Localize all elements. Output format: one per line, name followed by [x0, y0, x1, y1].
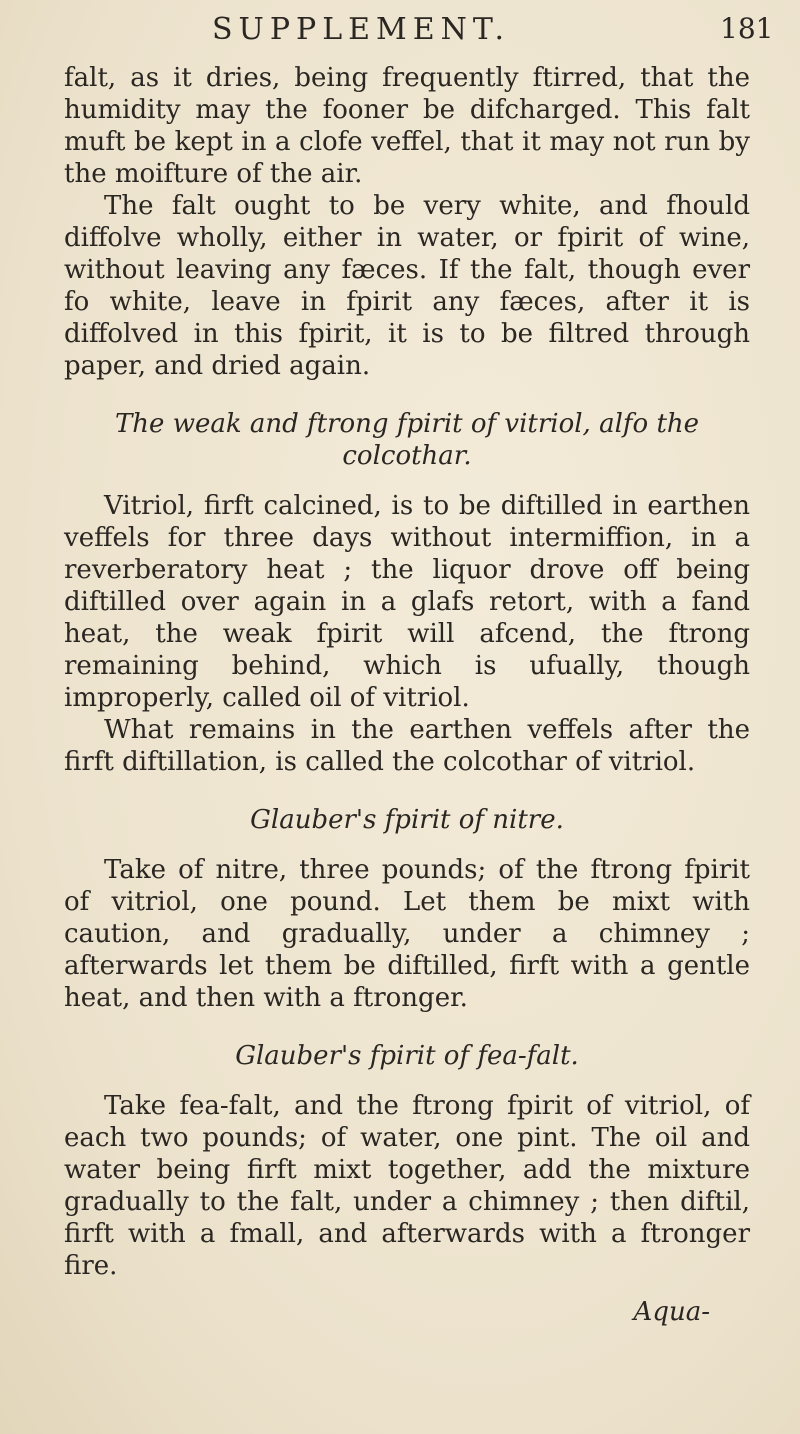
paragraph: Take fea-falt, and the ftrong fpirit of vitriol, of each two pounds; of water, one pint. The oil and water being firft mixt together, add the mixture gradually to the falt, under a chimney ; then diftil, firft with a fmall, and afterwards with a ftronger fire.	[64, 1091, 750, 1281]
paragraph: Take of nitre, three pounds; of the ftrong fpirit of vitriol, one pound. Let them be mixt with caution, and gradually, under a chimney ; afterwards let them be diftilled, firft with a gentle heat, and then with a ftronger.	[64, 855, 750, 1013]
paragraph: The falt ought to be very white, and fhould diffolve wholly, either in water, or fpirit of wine, without leaving any fæces. If the falt, though ever fo white, leave in fpirit any fæces, after it is diffolved in this fpirit, it is to be filtred through paper, and dried again.	[64, 191, 750, 381]
section-heading: Glauber's fpirit of nitre.	[250, 805, 564, 835]
paragraph: falt, as it dries, being frequently ftirred, that the humidity may the fooner be difcharged. This falt muft be kept in a clofe veffel, that it may not run by the moifture of the air.	[64, 63, 750, 189]
body-text	[64, 62, 750, 1328]
page-number: 181	[720, 12, 774, 45]
running-head: SUPPLEMENT.	[212, 12, 511, 47]
paragraph: Vitriol, firft calcined, is to be diftilled in earthen veffels for three days without intermiffion, in a reverberatory heat ; the liquor drove off being diftilled over again in a glafs retort, with a fand heat, the weak fpirit will afcend, the ftrong remaining behind, which is ufually, though improperly, called oil of vitriol.	[64, 491, 750, 713]
section-heading: Glauber's fpirit of fea-falt.	[235, 1041, 579, 1071]
catchword: Aqua-	[633, 1297, 710, 1327]
section-heading: The weak and ftrong fpirit of vitriol, alfo the colcothar.	[114, 409, 700, 471]
paragraph: What remains in the earthen veffels after the firft diftillation, is called the colcothar of vitriol.	[64, 715, 750, 777]
page-header	[0, 12, 800, 52]
